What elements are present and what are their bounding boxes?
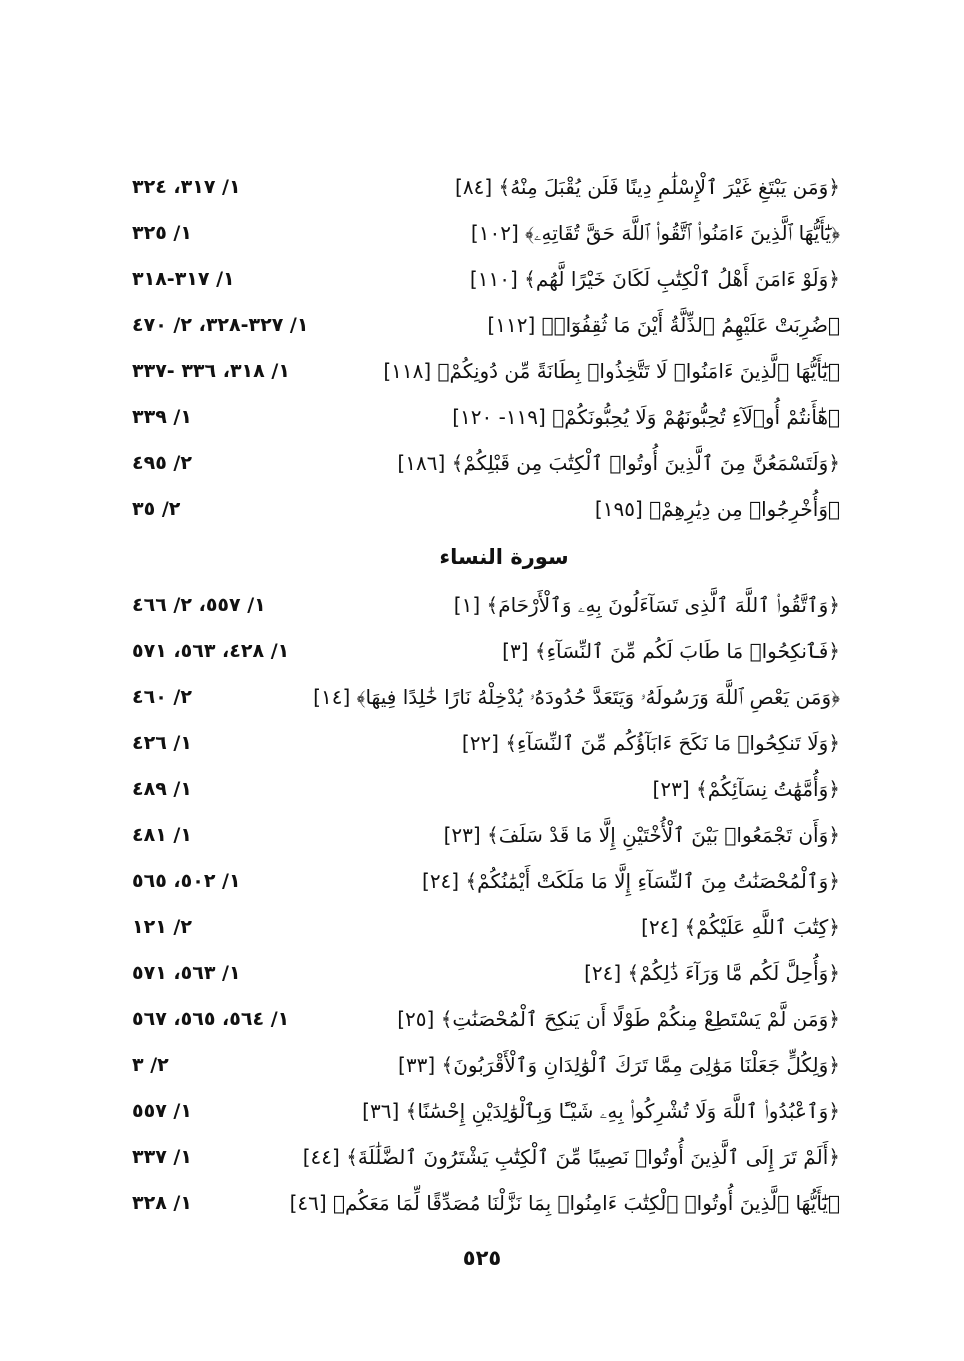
index-entry <box>128 348 840 394</box>
index-entry <box>128 996 840 1042</box>
index-entry <box>128 1180 840 1226</box>
index-entry <box>128 950 840 996</box>
page-reference: ١/ ٣٣٧ <box>132 1146 192 1168</box>
page-reference: ٢/ ١٢١ <box>132 916 192 938</box>
index-entry <box>128 440 840 486</box>
verse-text: ﴿وَلَوْ ءَامَنَ أَهْلُ ٱلْكِتَٰبِ لَكَانَ خَيْرًا لَّهُم﴾ [١١٠] <box>469 267 840 291</box>
verse-text: ﴿يَٰٓأَيُّهَا ٱلَّذِينَ ءَامَنُوا۟ لَا تَتَّخِذُوا۟ بِطَانَةً مِّن دُونِكُمْ﴾ [١١٨] <box>383 359 840 383</box>
verse-text: ﴿يَٰٓأَيُّهَا ٱلَّذِينَ ءَامَنُوا۟ ٱتَّقُوا۟ ٱللَّهَ حَقَّ تُقَاتِهِۦ﴾ [١٠٢] <box>470 221 840 245</box>
verse-text: ﴿فَٱنكِحُوا۟ مَا طَابَ لَكُم مِّنَ ٱلنِّسَآءِ﴾ [٣] <box>502 639 840 663</box>
index-entry <box>128 486 840 532</box>
index-entry <box>128 766 840 812</box>
index-entry <box>128 256 840 302</box>
page-reference: ١/ ٥٥٧ <box>132 1100 192 1122</box>
page-number: ٥٢٥ <box>462 1246 502 1270</box>
verse-text: ﴿كِتَٰبَ ٱللَّهِ عَلَيْكُمْ﴾ [٢٤] <box>641 915 840 939</box>
verse-text: ﴿وَٱعْبُدُوا۟ ٱللَّهَ وَلَا تُشْرِكُوا۟ بِهِۦ شَيْـًٔا وَبِٱلْوَٰلِدَيْنِ إِحْسَٰنًا﴾ [٣٦] <box>362 1099 840 1123</box>
index-entry <box>128 302 840 348</box>
verse-text: ﴿وَأَن تَجْمَعُوا۟ بَيْنَ ٱلْأُخْتَيْنِ إِلَّا مَا قَدْ سَلَفَ﴾ [٢٣] <box>443 823 840 847</box>
index-entry <box>128 904 840 950</box>
page-reference: ١/ ٥٠٢، ٥٦٥ <box>132 870 241 892</box>
page-reference: ١/ ٤٢٦ <box>132 732 192 754</box>
page-reference: ١/ ٣٢٧-٣٢٨، ٢/ ٤٧٠ <box>132 314 309 336</box>
index-entry <box>128 164 840 210</box>
verse-text: ﴿وَمَن يَعْصِ ٱللَّهَ وَرَسُولَهُۥ وَيَتَعَدَّ حُدُودَهُۥ يُدْخِلْهُ نَارًا خَٰلِدًا فِيهَا﴾ [١٤] <box>313 685 840 709</box>
index-entry <box>128 1042 840 1088</box>
page-reference: ٢/ ٣ <box>132 1054 169 1076</box>
verse-text: ﴿وَمَن لَّمْ يَسْتَطِعْ مِنكُمْ طَوْلًا أَن يَنكِحَ ٱلْمُحْصَنَٰتِ﴾ [٢٥] <box>397 1007 840 1031</box>
index-entry <box>128 394 840 440</box>
index-entry <box>128 628 840 674</box>
page-reference: ١/ ٥٦٤، ٥٦٥، ٥٦٧ <box>132 1008 290 1030</box>
index-entry <box>128 812 840 858</box>
page-reference: ٢/ ٤٦٠ <box>132 686 192 708</box>
surah-heading: سورة النساء <box>439 545 569 569</box>
verse-text: ﴿وَلَتَسْمَعُنَّ مِنَ ٱلَّذِينَ أُوتُوا۟ ٱلْكِتَٰبَ مِن قَبْلِكُمْ﴾ [١٨٦] <box>397 451 840 475</box>
verse-text: ﴿وَلِكُلٍّ جَعَلْنَا مَوَٰلِىَ مِمَّا تَرَكَ ٱلْوَٰلِدَانِ وَٱلْأَقْرَبُونَ﴾ [٣٣] <box>398 1053 840 1077</box>
verse-text: ﴿وَأُحِلَّ لَكُم مَّا وَرَآءَ ذَٰلِكُمْ﴾ [٢٤] <box>584 961 840 985</box>
page-reference: ١/ ٣١٧، ٣٢٤ <box>132 176 241 198</box>
page-reference: ٢/ ٣٥ <box>132 498 181 520</box>
page-reference: ١/ ٤٨١ <box>132 824 192 846</box>
verse-text: ﴿يَٰٓأَيُّهَا ٱلَّذِينَ أُوتُوا۟ ٱلْكِتَٰبَ ءَامِنُوا۟ بِمَا نَزَّلْنَا مُصَدِّقًا لِّمَا مَعَكُم﴾ [٤٦] <box>289 1191 840 1215</box>
page-reference: ١/ ٣٢٥ <box>132 222 192 244</box>
index-entry <box>128 1088 840 1134</box>
page-reference: ١/ ٥٥٧، ٢/ ٤٦٦ <box>132 594 266 616</box>
index-entry <box>128 858 840 904</box>
verse-text: ﴿وَمَن يَبْتَغِ غَيْرَ ٱلْإِسْلَٰمِ دِينًا فَلَن يُقْبَلَ مِنْهُ﴾ [٨٤] <box>455 175 840 199</box>
verse-text: ﴿وَأُخْرِجُوا۟ مِن دِيَٰرِهِمْ﴾ [١٩٥] <box>594 497 840 521</box>
index-entry <box>128 582 840 628</box>
page-reference: ١/ ٣١٧-٣١٨ <box>132 268 235 290</box>
verse-index <box>128 164 840 1226</box>
index-entry <box>128 1134 840 1180</box>
verse-text: ﴿وَٱلْمُحْصَنَٰتُ مِنَ ٱلنِّسَآءِ إِلَّا مَا مَلَكَتْ أَيْمَٰنُكُمْ﴾ [٢٤] <box>422 869 840 893</box>
page-reference: ٢/ ٤٩٥ <box>132 452 192 474</box>
verse-text: ﴿أَلَمْ تَرَ إِلَى ٱلَّذِينَ أُوتُوا۟ نَصِيبًا مِّنَ ٱلْكِتَٰبِ يَشْتَرُونَ ٱلضَّلَٰلَةَ﴾ [٤٤] <box>302 1145 840 1169</box>
page-reference: ١/ ٥٦٣، ٥٧١ <box>132 962 241 984</box>
page-reference: ١/ ٤٢٨، ٥٦٣، ٥٧١ <box>132 640 290 662</box>
page-reference: ١/ ٤٨٩ <box>132 778 192 800</box>
index-entry <box>128 674 840 720</box>
page-reference: ١/ ٣٣٩ <box>132 406 192 428</box>
index-entry <box>128 720 840 766</box>
index-entry <box>128 210 840 256</box>
verse-text: ﴿ضُرِبَتْ عَلَيْهِمُ ٱلذِّلَّةُ أَيْنَ مَا ثُقِفُوٓا۟﴾ [١١٢] <box>487 313 840 337</box>
verse-text: ﴿وَلَا تَنكِحُوا۟ مَا نَكَحَ ءَابَآؤُكُم مِّنَ ٱلنِّسَآءِ﴾ [٢٢] <box>461 731 840 755</box>
page-reference: ١/ ٣١٨، ٣٣٦ -٣٣٧ <box>132 360 290 382</box>
verse-text: ﴿هَٰٓأَنتُمْ أُو۟لَآءِ تُحِبُّونَهُمْ وَلَا يُحِبُّونَكُمْ﴾ [١١٩- ١٢٠] <box>452 405 840 429</box>
verse-text: ﴿وَأُمَّهَٰتُ نِسَآئِكُمْ﴾ [٢٣] <box>652 777 840 801</box>
page-reference: ١/ ٣٢٨ <box>132 1192 192 1214</box>
verse-text: ﴿وَٱتَّقُوا۟ ٱللَّهَ ٱلَّذِى تَسَآءَلُونَ بِهِۦ وَٱلْأَرْحَامَ﴾ [١] <box>453 593 840 617</box>
